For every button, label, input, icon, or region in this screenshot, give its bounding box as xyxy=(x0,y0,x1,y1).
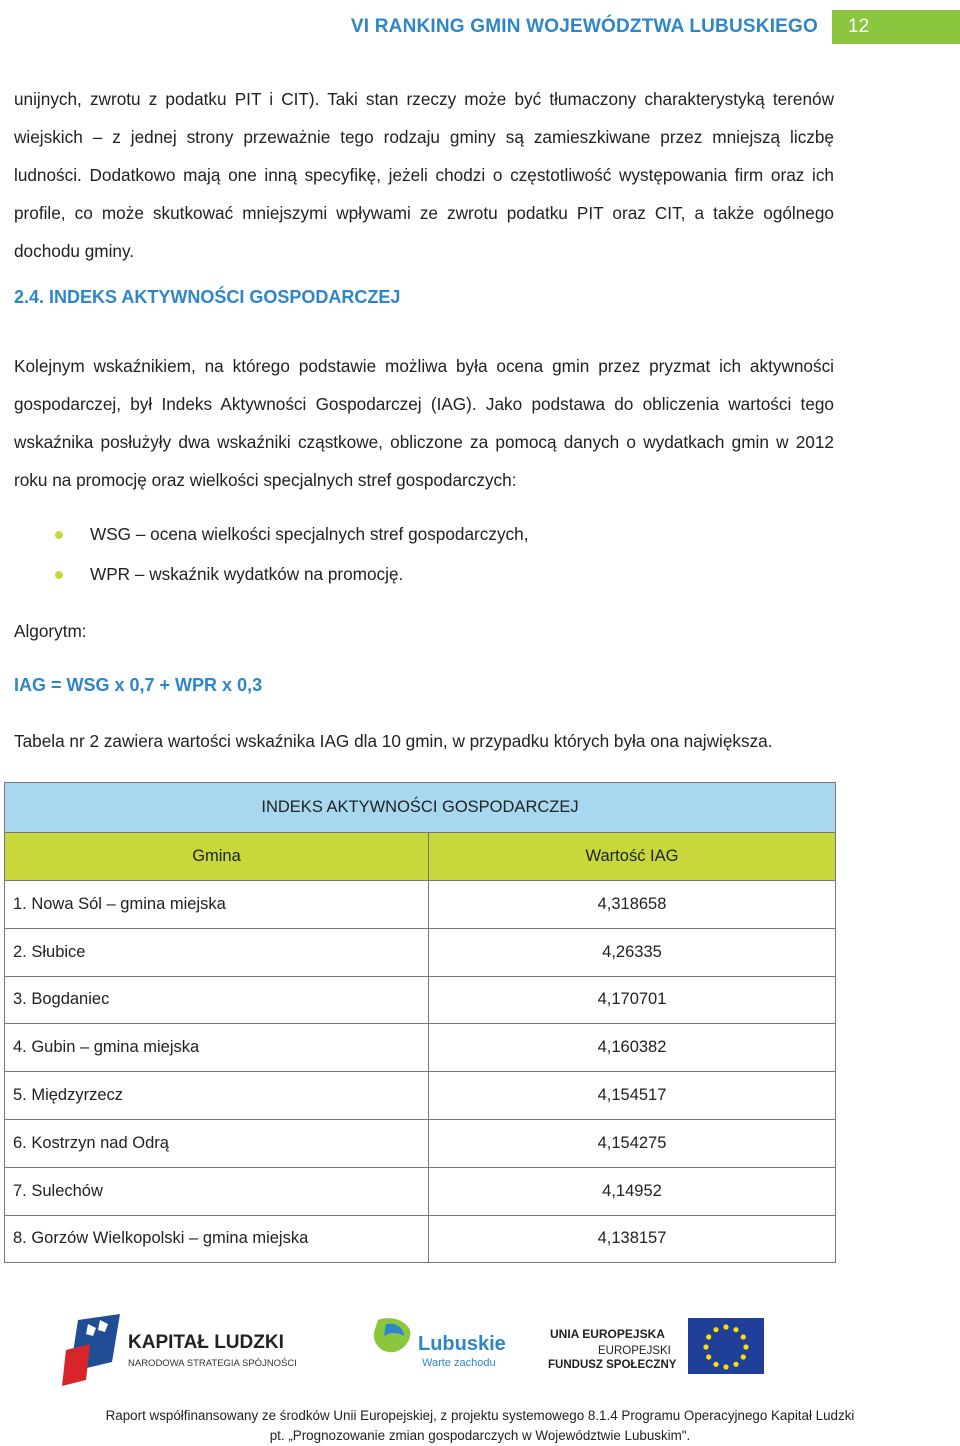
table-row xyxy=(5,1167,836,1215)
formula: IAG = WSG x 0,7 + WPR x 0,3 xyxy=(14,675,263,695)
cell-gmina: 1. Nowa Sól – gmina miejska xyxy=(5,881,429,929)
table-row xyxy=(5,1215,836,1263)
lubuskie-subtitle: Warte zachodu xyxy=(422,1357,496,1369)
eu-line3: FUNDUSZ SPOŁECZNY xyxy=(548,1359,677,1371)
iag-table xyxy=(4,782,836,1263)
list-item xyxy=(55,554,528,594)
table-row xyxy=(5,1119,836,1167)
kl-title: KAPITAŁ LUDZKI xyxy=(128,1332,284,1353)
algorithm-label: Algorytm: xyxy=(14,621,87,641)
table-header-row xyxy=(5,833,836,881)
intro-paragraph: unijnych, zwrotu z podatku PIT i CIT). Taki stan rzeczy może być tłumaczony charakterystyką terenów wiejskich – z jednej strony przeważnie tego rodzaju gminy są zamieszkiwane przez mniejszą liczbę ludności. Dodatkowo mają one inną specyfikę, jeżeli chodzi o częstotliwość występowania firm oraz ich profile, co może skutkować mniejszymi wpływami ze zwrotu podatku PIT oraz CIT, a także ogólnego dochodu gminy. xyxy=(14,89,834,261)
bullet-dot-icon xyxy=(55,531,63,539)
section-paragraph: Kolejnym wskaźnikiem, na którego podstawie możliwa była ocena gmin przez pryzmat ich aktywności gospodarczej, był Indeks Aktywności Gospodarczej (IAG). Jako podstawa do obliczenia wartości tego wskaźnika posłużyły dwa wskaźniki cząstkowe, obliczone za pomocą danych o wydatkach gmin w 2012 roku na promocję oraz wielkości specjalnych stref gospodarczych: xyxy=(14,356,834,490)
eu-line2: EUROPEJSKI xyxy=(598,1345,671,1357)
cell-gmina: 8. Gorzów Wielkopolski – gmina miejska xyxy=(5,1215,429,1263)
cell-gmina: 2. Słubice xyxy=(5,928,429,976)
lubuskie-mark-icon xyxy=(374,1318,411,1352)
eu-line1: UNIA EUROPEJSKA xyxy=(550,1327,665,1341)
bullet-dot-icon xyxy=(55,571,63,579)
lubuskie-title: Lubuskie xyxy=(418,1333,506,1355)
kapital-ludzki-logo xyxy=(62,1314,297,1386)
cell-value: 4,154517 xyxy=(429,1072,836,1120)
footer-line1: Raport współfinansowany ze środków Unii Europejskiej, z projektu systemowego 8.1.4 Programu Operacyjnego Kapitał Ludzki xyxy=(105,1408,855,1423)
kl-subtitle: NARODOWA STRATEGIA SPÓJNOŚCI xyxy=(128,1358,297,1369)
cell-gmina: 5. Międzyrzecz xyxy=(5,1072,429,1120)
cell-gmina: 3. Bogdaniec xyxy=(5,976,429,1024)
table-caption: Tabela nr 2 zawiera wartości wskaźnika IAG dla 10 gmin, w przypadku których była ona największa. xyxy=(14,731,773,751)
table-title: INDEKS AKTYWNOŚCI GOSPODARCZEJ xyxy=(5,783,836,833)
logos-strip xyxy=(60,1310,780,1400)
cell-value: 4,26335 xyxy=(429,928,836,976)
column-header-gmina: Gmina xyxy=(5,833,429,881)
indicator-list xyxy=(55,514,528,594)
cell-gmina: 7. Sulechów xyxy=(5,1167,429,1215)
cell-value: 4,318658 xyxy=(429,881,836,929)
footer-line2: pt. „Prognozowanie zmian gospodarczych w Województwie Lubuskim". xyxy=(269,1428,691,1443)
cell-value: 4,138157 xyxy=(429,1215,836,1263)
section-heading: 2.4. INDEKS AKTYWNOŚCI GOSPODARCZEJ xyxy=(14,287,401,307)
list-item-text: WPR – wskaźnik wydatków na promocję. xyxy=(90,564,404,584)
table-row xyxy=(5,881,836,929)
table-row xyxy=(5,1024,836,1072)
kl-emblem-red-icon xyxy=(62,1344,90,1386)
header-title: VI RANKING GMIN WOJEWÓDZTWA LUBUSKIEGO xyxy=(350,16,818,37)
cell-gmina: 6. Kostrzyn nad Odrą xyxy=(5,1119,429,1167)
eu-logo xyxy=(548,1318,764,1374)
column-header-value: Wartość IAG xyxy=(429,833,836,881)
table-row xyxy=(5,928,836,976)
table-row xyxy=(5,976,836,1024)
cell-gmina: 4. Gubin – gmina miejska xyxy=(5,1024,429,1072)
cell-value: 4,170701 xyxy=(429,976,836,1024)
list-item-text: WSG – ocena wielkości specjalnych stref gospodarczych, xyxy=(90,524,529,544)
footer xyxy=(0,1406,960,1446)
cell-value: 4,14952 xyxy=(429,1167,836,1215)
table-row xyxy=(5,1072,836,1120)
table-title-row xyxy=(5,783,836,833)
page-number: 12 xyxy=(832,10,960,44)
cell-value: 4,160382 xyxy=(429,1024,836,1072)
lubuskie-logo xyxy=(374,1318,506,1369)
cell-value: 4,154275 xyxy=(429,1119,836,1167)
list-item xyxy=(55,514,528,554)
